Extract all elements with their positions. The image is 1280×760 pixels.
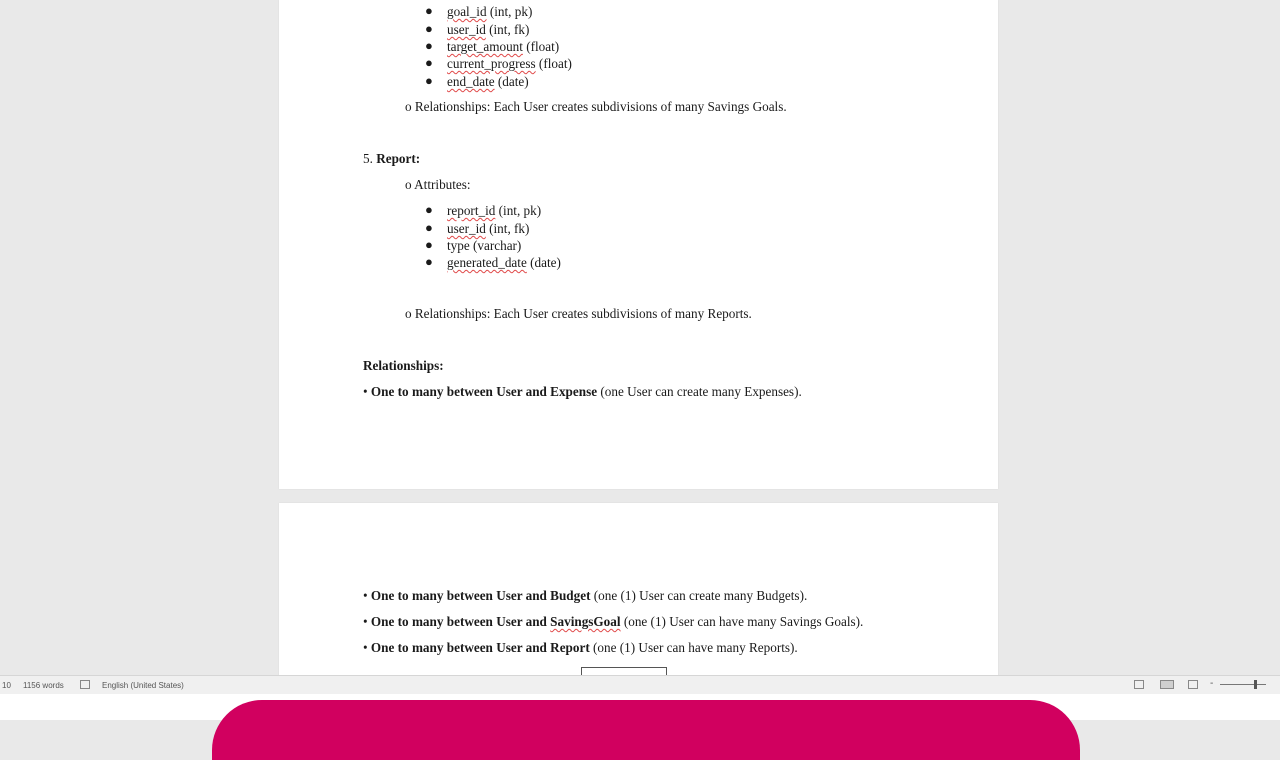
proofing-icon[interactable] xyxy=(80,680,90,689)
bullet-icon: ● xyxy=(425,254,433,269)
attribute-item: user_id (int, fk) xyxy=(447,22,530,37)
bullet-icon: ● xyxy=(425,38,433,53)
read-mode-icon[interactable] xyxy=(1134,680,1144,689)
relationship-item: • One to many between User and Expense (one User can create many Expenses). xyxy=(363,384,802,399)
bullet-icon: ● xyxy=(425,202,433,217)
relationship-note: o Relationships: Each User creates subdivisions of many Savings Goals. xyxy=(405,99,787,114)
zoom-out-icon[interactable]: - xyxy=(1210,678,1214,689)
bullet-icon: ● xyxy=(425,55,433,70)
web-layout-icon[interactable] xyxy=(1188,680,1198,689)
bullet-icon: ● xyxy=(425,21,433,36)
word-count[interactable]: 1156 words xyxy=(23,681,64,690)
zoom-slider[interactable] xyxy=(1220,684,1266,685)
relationship-item: • One to many between User and Budget (one (1) User can create many Budgets). xyxy=(363,588,808,603)
zoom-slider-thumb[interactable] xyxy=(1254,680,1257,689)
section-heading: 5. Report: xyxy=(363,151,421,166)
attribute-item: target_amount (float) xyxy=(447,39,560,54)
status-bar xyxy=(0,675,1280,694)
bullet-icon: ● xyxy=(425,3,433,18)
bullet-icon: ● xyxy=(425,220,433,235)
relationship-note: o Relationships: Each User creates subdivisions of many Reports. xyxy=(405,306,752,321)
bullet-icon: ● xyxy=(425,73,433,88)
attribute-item: report_id (int, pk) xyxy=(447,203,542,218)
page-number[interactable]: 10 xyxy=(2,681,11,690)
document-page-2[interactable] xyxy=(279,503,998,693)
document-page-1[interactable] xyxy=(279,0,998,489)
relationship-item: • One to many between User and SavingsGoal (one (1) User can have many Savings Goals). xyxy=(363,614,864,629)
attribute-item: generated_date (date) xyxy=(447,255,561,270)
print-layout-icon[interactable] xyxy=(1160,680,1174,689)
relationships-heading: Relationships: xyxy=(363,358,444,373)
pink-banner xyxy=(212,700,1080,760)
attribute-item: type (varchar) xyxy=(447,238,522,253)
attribute-item: current_progress (float) xyxy=(447,56,572,71)
attribute-item: user_id (int, fk) xyxy=(447,221,530,236)
attribute-item: end_date (date) xyxy=(447,74,529,89)
bullet-icon: ● xyxy=(425,237,433,252)
language-indicator[interactable]: English (United States) xyxy=(102,681,184,690)
attribute-item: goal_id (int, pk) xyxy=(447,4,533,19)
relationship-item: • One to many between User and Report (one (1) User can have many Reports). xyxy=(363,640,798,655)
attributes-label: o Attributes: xyxy=(405,177,471,192)
